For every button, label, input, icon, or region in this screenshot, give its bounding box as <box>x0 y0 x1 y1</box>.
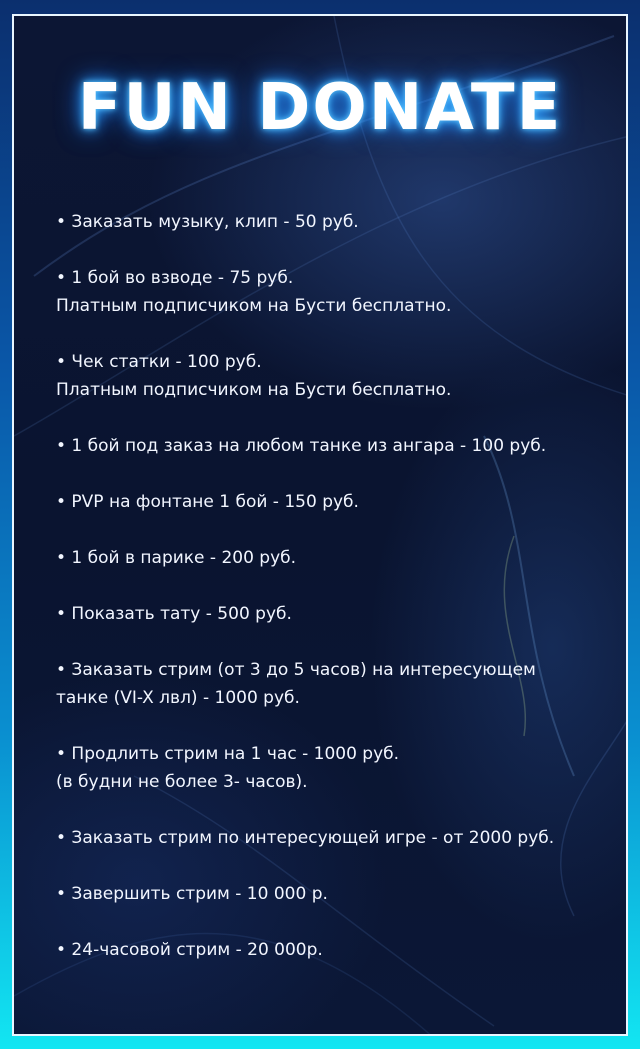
item-line-continued: танке (VI-X лвл) - 1000 руб. <box>56 688 300 708</box>
list-item <box>56 600 616 628</box>
donate-panel <box>12 14 628 1036</box>
list-item <box>56 880 616 908</box>
item-line: • 1 бой во взводе - 75 руб. <box>56 268 294 288</box>
list-item <box>56 208 616 236</box>
item-line: • Заказать стрим по интересующей игре - от 2000 руб. <box>56 828 555 848</box>
item-line: • 1 бой под заказ на любом танке из ангара - 100 руб. <box>56 436 547 456</box>
list-item <box>56 656 616 712</box>
list-item <box>56 348 616 404</box>
item-line: • Завершить стрим - 10 000 р. <box>56 884 328 904</box>
item-line: • 24-часовой стрим - 20 000р. <box>56 940 323 960</box>
item-line: • Продлить стрим на 1 час - 1000 руб. <box>56 744 400 764</box>
list-item <box>56 544 616 572</box>
item-line: • Чек статки - 100 руб. <box>56 352 262 372</box>
item-note: (в будни не более 3- часов). <box>56 772 308 792</box>
item-note: Платным подписчиком на Бусти бесплатно. <box>56 296 452 316</box>
item-line: • 1 бой в парике - 200 руб. <box>56 548 297 568</box>
list-item <box>56 740 616 796</box>
list-item <box>56 824 616 852</box>
list-item <box>56 432 616 460</box>
item-line: • Заказать музыку, клип - 50 руб. <box>56 212 359 232</box>
price-list <box>56 208 616 964</box>
item-line: • Заказать стрим (от 3 до 5 часов) на интересующем <box>56 660 536 680</box>
page-title: FUN DONATE <box>77 71 563 145</box>
list-item <box>56 936 616 964</box>
item-line: • PVP на фонтане 1 бой - 150 руб. <box>56 492 359 512</box>
list-item <box>56 264 616 320</box>
list-item <box>56 488 616 516</box>
item-line: • Показать тату - 500 руб. <box>56 604 292 624</box>
item-note: Платным подписчиком на Бусти бесплатно. <box>56 380 452 400</box>
